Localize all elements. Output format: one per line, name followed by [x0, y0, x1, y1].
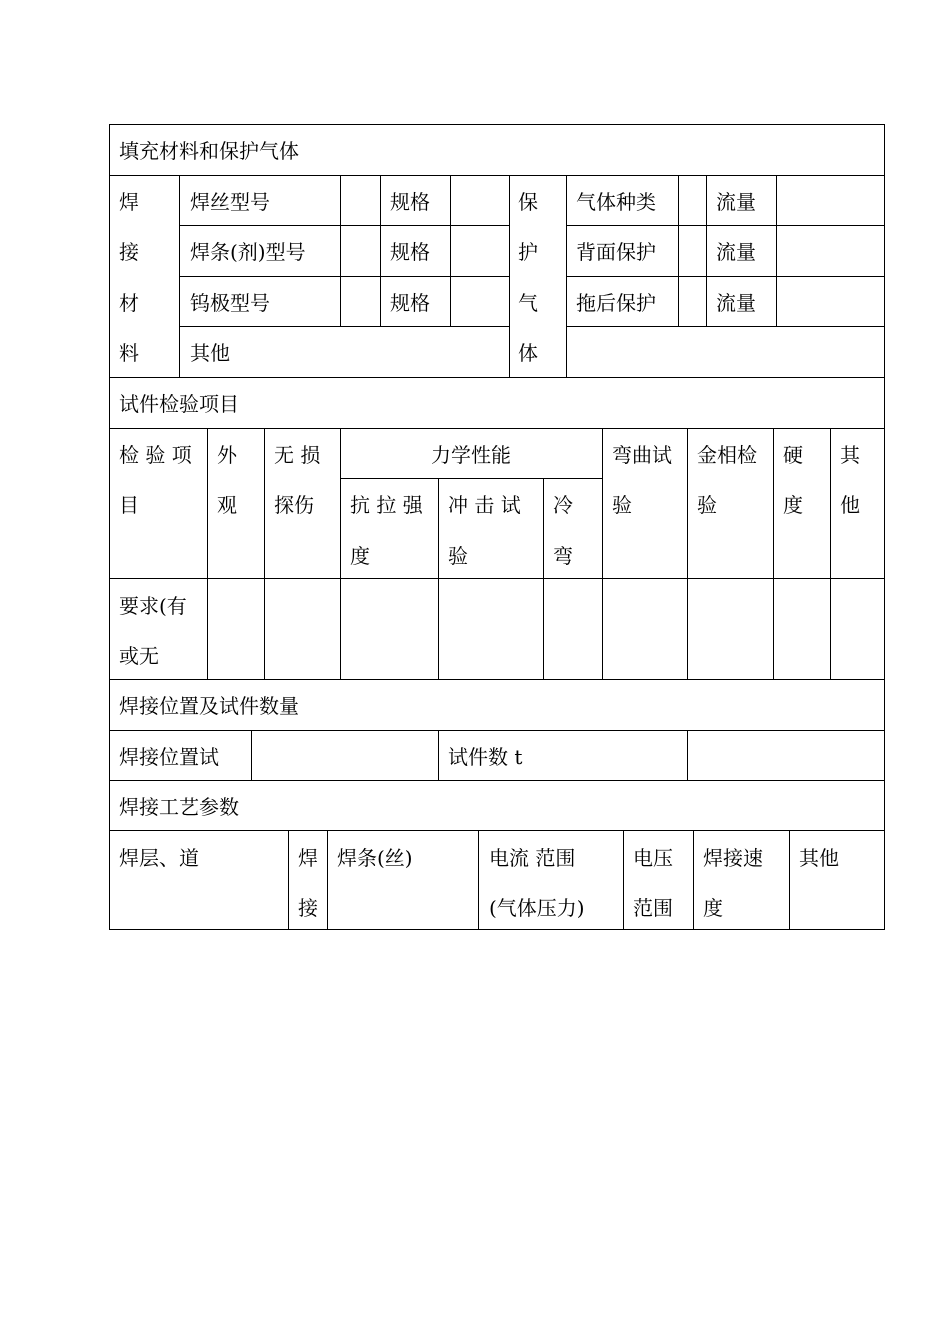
rule — [179, 276, 509, 277]
rule — [687, 428, 688, 679]
impact-label: 冲 击 试 — [448, 493, 521, 517]
weld-speed-label: 度 — [703, 896, 723, 920]
hardness-label: 硬 — [783, 443, 803, 467]
shield-gas-char: 体 — [518, 341, 538, 365]
other-label: 其 — [840, 443, 860, 467]
rule — [109, 578, 885, 579]
metallographic-label: 金相检 — [697, 443, 757, 467]
other-label: 其他 — [799, 846, 839, 870]
rule — [109, 679, 885, 680]
flow-label: 流量 — [716, 291, 756, 315]
rule — [327, 830, 328, 930]
weld-material-char: 材 — [119, 291, 139, 315]
rule — [251, 730, 252, 780]
rod-wire-label: 焊条(丝) — [337, 846, 413, 870]
section-title: 焊接位置及试件数量 — [119, 694, 299, 718]
appearance-label: 外 — [217, 443, 237, 467]
rule — [109, 377, 885, 378]
rule — [687, 730, 688, 780]
shield-gas-char: 护 — [518, 240, 538, 264]
rule — [109, 175, 885, 176]
tensile-label: 度 — [350, 544, 370, 568]
rule — [478, 830, 479, 930]
weld-material-char: 料 — [119, 341, 139, 365]
hardness-label: 度 — [783, 493, 803, 517]
current-range-label: (气体压力) — [489, 896, 585, 920]
current-range-label: 电流 范围 — [489, 846, 576, 870]
section-title: 焊接工艺参数 — [119, 795, 239, 819]
ndt-label: 无 损 — [274, 443, 321, 467]
voltage-range-label: 范围 — [633, 896, 673, 920]
specimen-count-label: 试件数 t — [448, 745, 523, 769]
spec-label: 规格 — [390, 190, 430, 214]
rule — [438, 730, 439, 780]
rule — [602, 428, 603, 679]
rule — [109, 428, 885, 429]
inspection-item-label: 目 — [119, 493, 139, 517]
rule — [566, 276, 885, 277]
rule — [207, 428, 208, 679]
shield-gas-char: 保 — [518, 190, 538, 214]
rule — [179, 225, 509, 226]
bend-test-label: 弯曲试 — [612, 443, 672, 467]
ndt-label: 探伤 — [274, 493, 314, 517]
rule — [179, 326, 509, 327]
weld-material-char: 焊 — [119, 190, 139, 214]
spec-label: 规格 — [390, 240, 430, 264]
rule — [789, 830, 790, 930]
rule — [109, 830, 885, 831]
rule — [450, 175, 451, 326]
impact-label: 验 — [448, 544, 468, 568]
rule — [623, 830, 624, 930]
inspection-item-label: 检 验 项 — [119, 443, 192, 467]
rule — [706, 175, 707, 326]
trail-shield-label: 拖后保护 — [576, 291, 656, 315]
rule — [109, 730, 885, 731]
weld-material-char: 接 — [119, 240, 139, 264]
section-title: 试件检验项目 — [119, 392, 239, 416]
other-label: 他 — [840, 493, 860, 517]
rule — [776, 175, 777, 326]
bend-test-label: 验 — [612, 493, 632, 517]
appearance-label: 观 — [217, 493, 237, 517]
flow-label: 流量 — [716, 240, 756, 264]
electrode-model-label: 焊条(剂)型号 — [190, 240, 306, 264]
gas-type-label: 气体种类 — [576, 190, 656, 214]
rule — [340, 175, 341, 326]
cold-bend-label: 弯 — [553, 544, 573, 568]
mechanical-properties-label: 力学性能 — [431, 443, 511, 467]
spec-label: 规格 — [390, 291, 430, 315]
rule — [566, 326, 885, 327]
rule — [380, 175, 381, 326]
flow-label: 流量 — [716, 190, 756, 214]
rule — [830, 428, 831, 679]
rule — [264, 428, 265, 679]
layer-pass-label: 焊层、道 — [119, 846, 199, 870]
rule — [288, 830, 289, 930]
section-title: 填充材料和保护气体 — [119, 139, 299, 163]
rule — [340, 478, 602, 479]
requirement-label: 或无 — [119, 644, 159, 668]
rule — [543, 478, 544, 679]
rule — [179, 175, 180, 377]
weld-position-label: 焊接位置试 — [119, 745, 219, 769]
requirement-label: 要求(有 — [119, 594, 187, 618]
metallographic-label: 验 — [697, 493, 717, 517]
rule — [566, 225, 885, 226]
rule — [438, 478, 439, 679]
voltage-range-label: 电压 — [633, 846, 673, 870]
wire-model-label: 焊丝型号 — [190, 190, 270, 214]
shield-gas-char: 气 — [518, 291, 538, 315]
weld-label: 焊 — [298, 846, 318, 870]
cold-bend-label: 冷 — [553, 493, 573, 517]
rule — [566, 175, 567, 377]
rule — [693, 830, 694, 930]
rule — [109, 780, 885, 781]
rule — [678, 175, 679, 326]
rule — [773, 428, 774, 679]
weld-speed-label: 焊接速 — [703, 846, 763, 870]
tensile-label: 抗 拉 强 — [350, 493, 423, 517]
back-shield-label: 背面保护 — [576, 240, 656, 264]
weld-label: 接 — [298, 896, 318, 920]
tungsten-model-label: 钨极型号 — [190, 291, 270, 315]
rule — [509, 175, 510, 377]
other-label: 其他 — [190, 341, 230, 365]
